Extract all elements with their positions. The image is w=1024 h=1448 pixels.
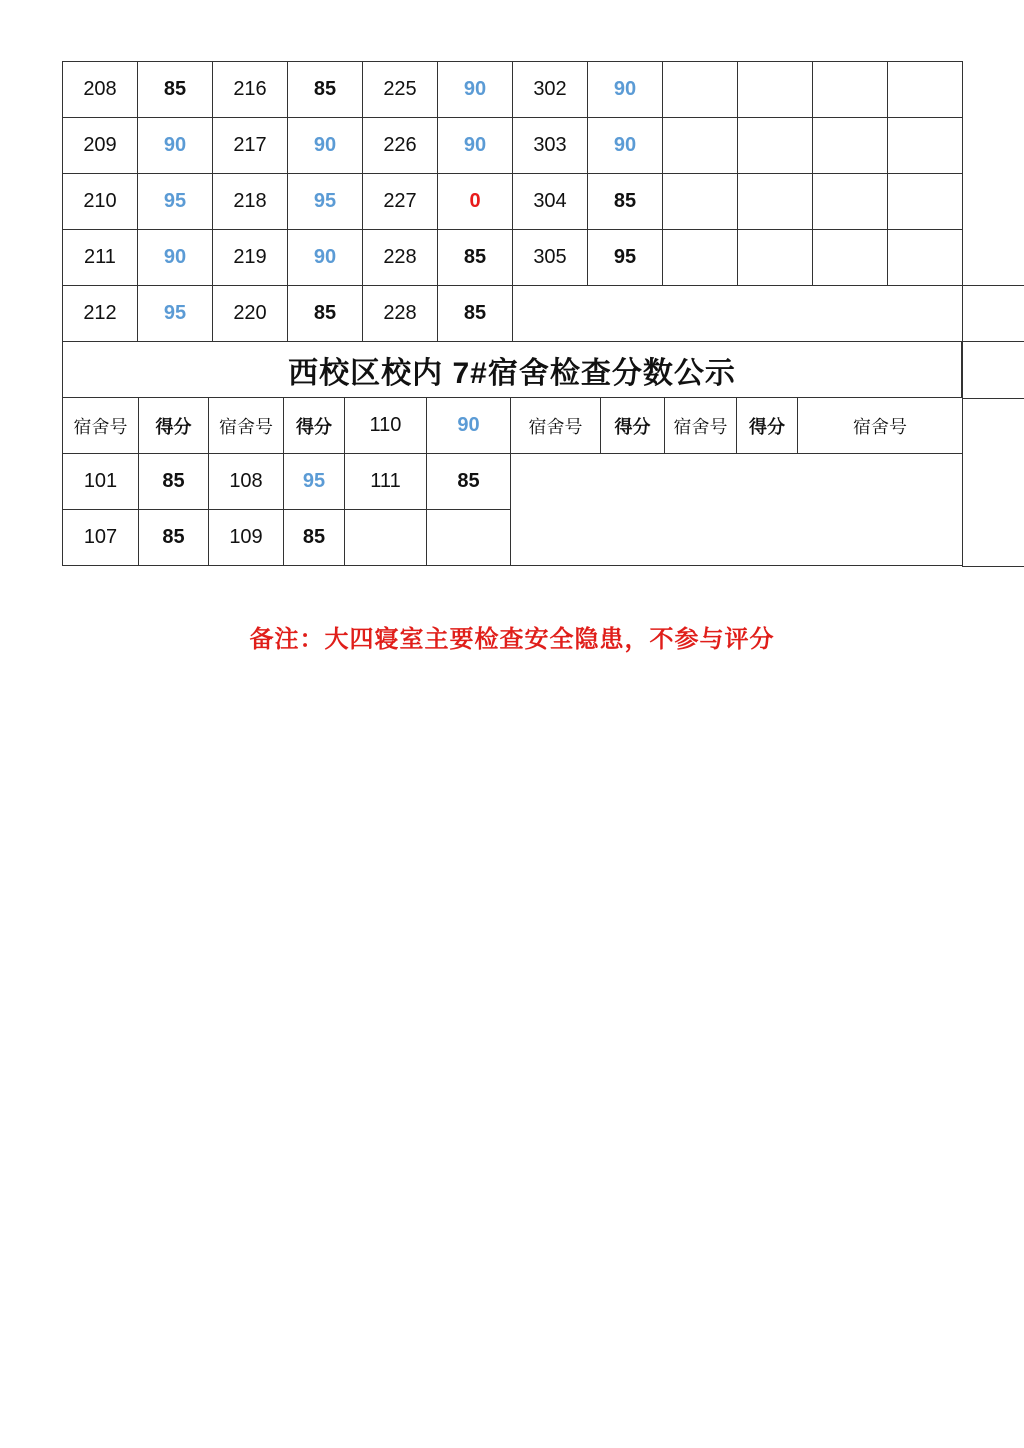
dorm-number-cell: 228 bbox=[363, 286, 438, 342]
empty-cell bbox=[813, 230, 888, 286]
dorm-number-cell: 220 bbox=[213, 286, 288, 342]
score-cell: 85 bbox=[284, 510, 345, 566]
score-cell: 85 bbox=[138, 62, 213, 118]
clipped-right-column-cell bbox=[962, 285, 1024, 342]
header-dorm-label: 宿舍号 bbox=[209, 398, 284, 454]
empty-cell bbox=[888, 62, 963, 118]
score-cell: 85 bbox=[588, 174, 663, 230]
tables-block bbox=[62, 61, 962, 566]
score-cell: 0 bbox=[438, 174, 513, 230]
page-title: 西校区校内 7#宿舍检查分数公示 bbox=[62, 341, 962, 398]
empty-cell bbox=[738, 230, 813, 286]
dorm-number-cell: 211 bbox=[63, 230, 138, 286]
score-cell: 95 bbox=[138, 174, 213, 230]
dorm-number-cell: 216 bbox=[213, 62, 288, 118]
header-dorm-label: 宿舍号 bbox=[665, 398, 737, 454]
empty-cell bbox=[663, 230, 738, 286]
dorm-number-cell: 219 bbox=[213, 230, 288, 286]
score-cell: 90 bbox=[588, 62, 663, 118]
table-row bbox=[63, 174, 963, 230]
merged-empty-cell bbox=[513, 286, 963, 342]
merged-empty-cell bbox=[511, 454, 963, 566]
score-cell: 85 bbox=[288, 286, 363, 342]
dorm-number-cell: 227 bbox=[363, 174, 438, 230]
score-cell: 85 bbox=[139, 454, 209, 510]
empty-cell bbox=[738, 62, 813, 118]
score-cell: 90 bbox=[138, 118, 213, 174]
table-header-row bbox=[63, 398, 963, 454]
header-score-label: 得分 bbox=[601, 398, 665, 454]
empty-cell bbox=[813, 174, 888, 230]
empty-cell bbox=[888, 174, 963, 230]
upper-score-table bbox=[62, 61, 963, 342]
empty-cell bbox=[663, 62, 738, 118]
empty-cell bbox=[888, 230, 963, 286]
dorm-number-cell: 225 bbox=[363, 62, 438, 118]
dorm-number-cell: 109 bbox=[209, 510, 284, 566]
dorm-number-cell: 217 bbox=[213, 118, 288, 174]
table-row bbox=[63, 230, 963, 286]
score-cell: 95 bbox=[284, 454, 345, 510]
empty-cell bbox=[888, 118, 963, 174]
score-cell: 90 bbox=[288, 230, 363, 286]
header-score-label: 得分 bbox=[284, 398, 345, 454]
header-score-label: 得分 bbox=[737, 398, 798, 454]
dorm-number-cell: 228 bbox=[363, 230, 438, 286]
empty-cell bbox=[663, 118, 738, 174]
dorm-number-cell: 110 bbox=[345, 398, 427, 454]
header-dorm-label: 宿舍号 bbox=[798, 398, 963, 454]
empty-cell bbox=[813, 118, 888, 174]
empty-cell bbox=[738, 174, 813, 230]
table-row bbox=[63, 286, 963, 342]
score-cell: 90 bbox=[438, 62, 513, 118]
score-cell: 95 bbox=[588, 230, 663, 286]
dorm-number-cell: 209 bbox=[63, 118, 138, 174]
dorm-number-cell: 212 bbox=[63, 286, 138, 342]
score-cell: 90 bbox=[138, 230, 213, 286]
empty-cell bbox=[663, 174, 738, 230]
dorm-number-cell: 302 bbox=[513, 62, 588, 118]
dorm-number-cell: 111 bbox=[345, 454, 427, 510]
clipped-right-column-cell bbox=[962, 398, 1024, 567]
score-cell: 85 bbox=[139, 510, 209, 566]
header-dorm-label: 宿舍号 bbox=[63, 398, 139, 454]
score-cell: 90 bbox=[288, 118, 363, 174]
empty-cell bbox=[427, 510, 511, 566]
score-cell: 95 bbox=[138, 286, 213, 342]
dorm-number-cell: 210 bbox=[63, 174, 138, 230]
score-cell: 85 bbox=[438, 230, 513, 286]
table-row bbox=[63, 454, 963, 510]
table-row bbox=[63, 62, 963, 118]
score-cell: 85 bbox=[288, 62, 363, 118]
note-text: 备注：大四寝室主要检查安全隐患，不参与评分 bbox=[249, 627, 775, 653]
dorm-number-cell: 107 bbox=[63, 510, 139, 566]
score-cell: 90 bbox=[588, 118, 663, 174]
dorm-number-cell: 304 bbox=[513, 174, 588, 230]
lower-score-table bbox=[62, 397, 963, 566]
score-cell: 90 bbox=[438, 118, 513, 174]
clipped-right-column-cell bbox=[962, 341, 1024, 399]
header-score-label: 得分 bbox=[139, 398, 209, 454]
dorm-number-cell: 226 bbox=[363, 118, 438, 174]
dorm-number-cell: 108 bbox=[209, 454, 284, 510]
dorm-number-cell: 305 bbox=[513, 230, 588, 286]
empty-cell bbox=[345, 510, 427, 566]
dorm-number-cell: 218 bbox=[213, 174, 288, 230]
score-cell: 85 bbox=[427, 454, 511, 510]
score-cell: 95 bbox=[288, 174, 363, 230]
score-cell: 85 bbox=[438, 286, 513, 342]
dorm-number-cell: 101 bbox=[63, 454, 139, 510]
header-dorm-label: 宿舍号 bbox=[511, 398, 601, 454]
dorm-number-cell: 208 bbox=[63, 62, 138, 118]
table-row bbox=[63, 118, 963, 174]
score-cell: 90 bbox=[427, 398, 511, 454]
empty-cell bbox=[738, 118, 813, 174]
empty-cell bbox=[813, 62, 888, 118]
dorm-number-cell: 303 bbox=[513, 118, 588, 174]
